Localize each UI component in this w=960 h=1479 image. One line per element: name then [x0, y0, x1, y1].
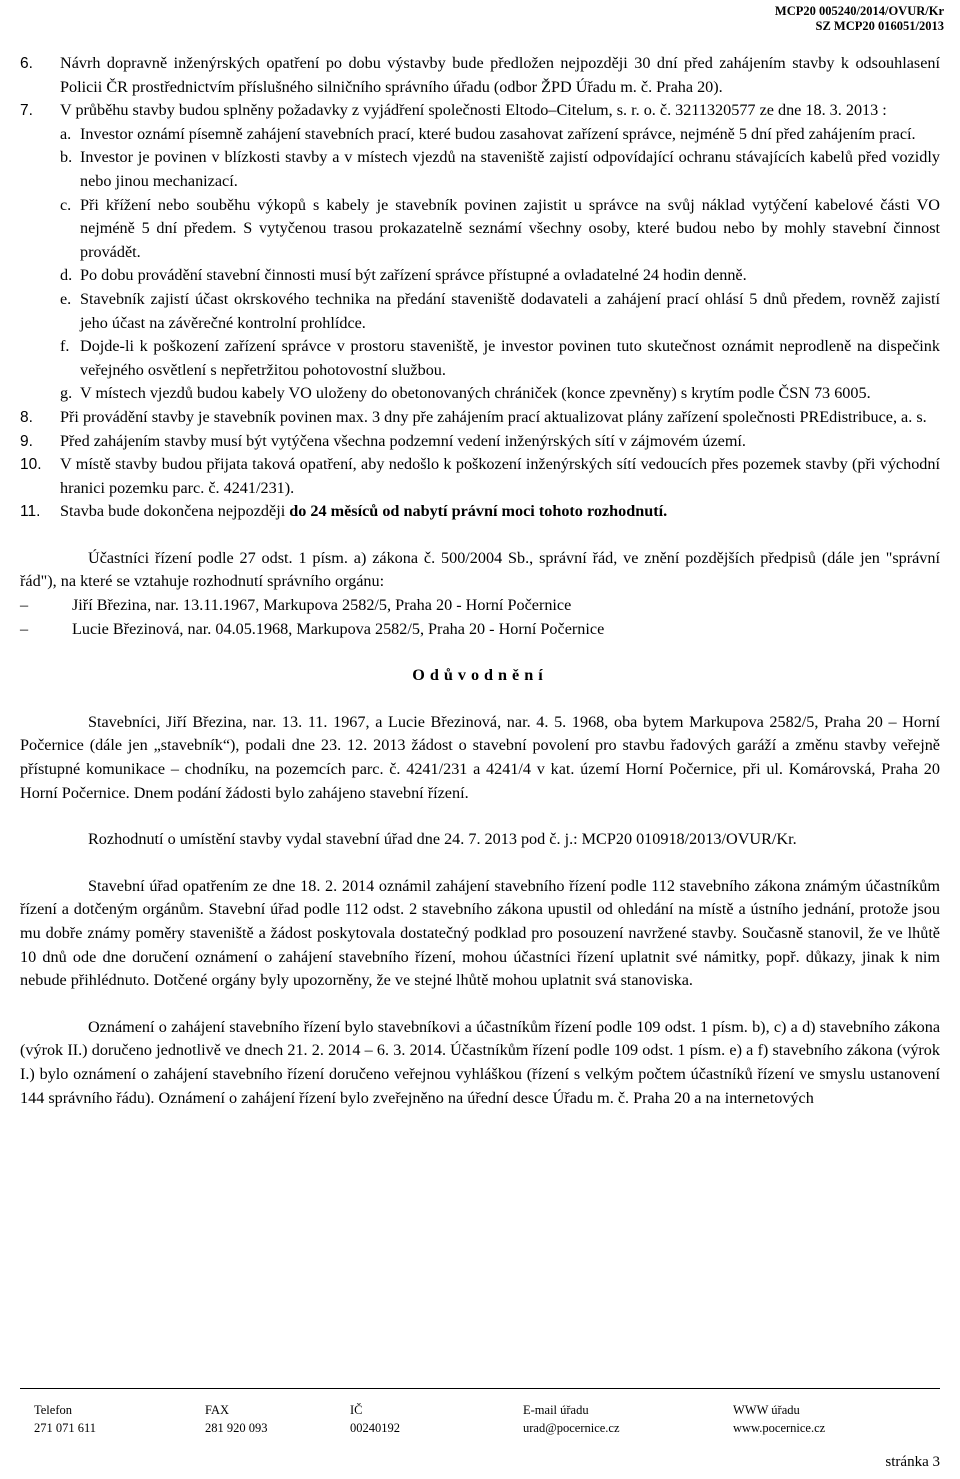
- condition-subitem: a. Investor oznámí písemně zahájení stavebních prací, které budou zasahovat zařízení správce, nejméně 5 dní před zahájením prací.: [60, 124, 916, 143]
- case-number: SZ MCP20 016051/2013: [815, 19, 944, 33]
- footer-phone: Telefon 271 071 611: [34, 1403, 97, 1435]
- page-number: stránka 3: [885, 1454, 940, 1470]
- file-number: MCP20 005240/2014/OVUR/Kr: [774, 4, 944, 18]
- condition-subitem: g. V místech vjezdů budou kabely VO uloženy do obetonovaných chrániček (konce zpevněny) s krytím podle ČSN 73 6005.: [60, 384, 871, 403]
- condition-subitem: e. Stavebník zajistí účast okrskového technika na předání staveniště dodavateli a zahájení prací ohlásí 5 dnů předem, rovněž zajistí jeho účast na závěrečné kontrolní prohlídce.: [60, 289, 940, 332]
- footer-fax: FAX 281 920 093: [205, 1403, 268, 1435]
- condition-subitem: f. Dojde-li k poškození zařízení správce v prostoru staveniště, je investor povinen tuto skutečnost oznámit neprodleně na dispečink veřejného osvětlení s nepřetržitou pohotovostní službou.: [60, 337, 940, 379]
- condition-item: 9. Před zahájením stavby musí být vytýčena všechna podzemní vedení inženýrských sítí v zájmovém území.: [20, 431, 746, 450]
- condition-item: 7. V průběhu stavby budou splněny požadavky z vyjádření společnosti Eltodo–Citelum, s. r. o. č. 3211320577 ze dne 18. 3. 2013 :: [20, 101, 887, 120]
- reasoning-paragraph: Stavebníci, Jiří Březina, nar. 13. 11. 1967, a Lucie Březinová, nar. 4. 5. 1968, oba bytem Markupova 2582/5, Praha 20 – Horní Počernice (dále jen „stavebník“), podali dne 23. 12. 2013 žádost o stavební povolení pro stavbu řadových garáží a změnu stavby veřejně přístupné komunikace – chodníku, na pozemcích parc. č. 4241/231 a 4241/4 v kat. území Horní Počernice, při ul. Komárovská, Praha 20 Horní Počernice. Dnem podání žádosti bylo zahájeno stavební řízení.: [20, 712, 940, 802]
- reasoning-paragraph: Rozhodnutí o umístění stavby vydal stavební úřad dne 24. 7. 2013 pod č. j.: MCP20 010918/2013/OVUR/Kr.: [88, 830, 797, 849]
- condition-item: 8. Při provádění stavby je stavebník povinen max. 3 dny pře zahájením prací aktualizovat plány zařízení společnosti PREdistribuce, a. s.: [20, 407, 927, 426]
- footer-email: E-mail úřadu urad@pocernice.cz: [523, 1403, 620, 1435]
- contact-footer: [20, 1388, 940, 1435]
- footer-ico: IČ 00240192: [350, 1403, 400, 1435]
- document-body: [20, 52, 940, 1110]
- completion-deadline: do 24 měsíců od nabytí právní moci tohoto rozhodnutí.: [289, 502, 668, 521]
- document-header: [775, 4, 944, 34]
- condition-subitem: d. Po dobu provádění stavební činnosti musí být zařízení správce přístupné a ovladatelné 24 hodin denně.: [60, 266, 747, 285]
- footer-web: WWW úřadu www.pocernice.cz: [733, 1403, 826, 1435]
- section-heading: Odůvodnění: [412, 666, 548, 685]
- participant-item: – Jiří Březina, nar. 13.11.1967, Markupova 2582/5, Praha 20 - Horní Počernice: [20, 596, 572, 615]
- condition-subitem: b. Investor je povinen v blízkosti stavby a v místech vjezdů na staveniště zajistí odpovídající ochranu stávajících kabelů před vozidly nebo jinou mechanizací.: [60, 148, 940, 190]
- condition-subitem: c. Při křížení nebo souběhu výkopů s kabely je stavebník povinen zajistit u správce na svůj náklad vytýčení kabelové části VO nejméně 5 dní předem. S vytyčenou trasou prokazatelně seznámí všechny osoby, které budou nebo by mohly stavební činnost provádět.: [60, 195, 940, 261]
- participant-item: – Lucie Březinová, nar. 04.05.1968, Markupova 2582/5, Praha 20 - Horní Počernice: [20, 619, 605, 638]
- reasoning-paragraph: Stavební úřad opatřením ze dne 18. 2. 2014 oznámil zahájení stavebního řízení podle 112 stavebního zákona známým účastníkům řízení a dotčeným orgánům. Stavební úřad podle 112 odst. 2 stavebního zákona upustil od ohledání na místě a ústního jednání, protože jsou mu dobře známy poměry staveniště a žádost poskytovala dostatečný podklad pro posouzení navržené stavby. Současně stanovil, že ve lhůtě 10 dnů ode dne doručení oznámení o zahájení stavebního řízení, mohou účastníci řízení uplatnit své námitky, popř. důkazy, jinak k nim nebude přihlédnuto. Dotčené orgány byly upozorněny, že ve stejné lhůtě mohou uplatnit svá stanoviska.: [20, 876, 940, 990]
- condition-item: 11. Stavba bude dokončena nejpozději do 24 měsíců od nabytí právní moci tohoto rozhodnutí.: [20, 502, 668, 521]
- condition-item: 6. Návrh dopravně inženýrských opatření po dobu výstavby bude předložen nejpozději 30 dní před zahájením stavby k odsouhlasení Policii ČR prostřednictvím příslušného silničního správního úřadu (odbor ŽPD Úřadu m. č. Praha 20).: [20, 54, 940, 96]
- participants-intro: Účastníci řízení podle 27 odst. 1 písm. a) zákona č. 500/2004 Sb., správní řád, ve znění pozdějších předpisů (dále jen "správní řád"), na které se vztahuje rozhodnutí správního orgánu:: [20, 548, 940, 591]
- condition-item: 10. V místě stavby budou přijata taková opatření, aby nedošlo k poškození inženýrských sítí vedoucích přes pozemek stavby (při východní hranici pozemku parc. č. 4241/231).: [20, 455, 940, 497]
- reasoning-paragraph: Oznámení o zahájení stavebního řízení bylo stavebníkovi a účastníkům řízení podle 109 odst. 1 písm. b), c) a d) stavebního zákona (výrok II.) doručeno jednotlivě ve dnech 21. 2. 2014 – 6. 3. 2014. Účastníkům řízení podle 109 odst. 1 písm. e) a f) stavebního zákona (výrok I.) bylo oznámení o zahájení stavebního řízení doručeno veřejnou vyhláškou (řízení s velkým počtem účastníků řízení ve smyslu ustanovení 144 správního řádu). Oznámení o zahájení řízení bylo zveřejněno na úřední desce Úřadu m. č. Praha 20 a na internetových: [20, 1017, 940, 1107]
